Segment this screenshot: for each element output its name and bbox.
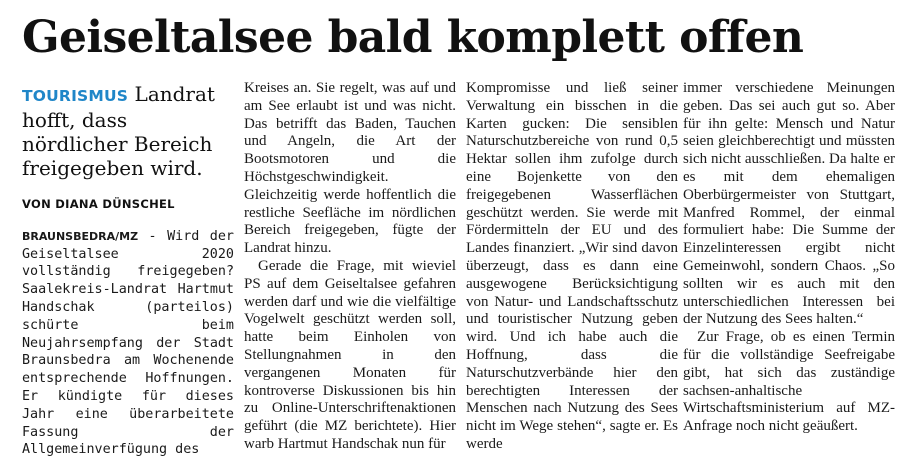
subhead: Landrat hofft, dass nördlicher Bereich freigegeben wird.	[22, 82, 215, 180]
paragraph: immer verschiedene Meinungen geben. Das sei auch gut so. Aber für ihn gelte: Mensch und Natur seien gleichberechtigt und müssten sich nicht ausschließen. Da halte er es mit dem ehemaligen Oberbürgermeister von Stuttgart, Manfred Rommel, der einmal formuliert habe: Die Summe der Einzelinteressen ergibt nicht Gemeinwohl, sondern Chaos. „So sollten wir es auch mit den unterschiedlichen Interessen bei der Nutzung des Sees halten.“	[683, 80, 895, 328]
lead-paragraph	[22, 228, 234, 459]
subhead-block	[22, 82, 234, 180]
column-2	[244, 80, 456, 454]
paragraph: Gerade die Frage, mit wieviel PS auf dem Geiseltalsee gefahren werden darf und wie die vielfältige Vogelwelt geschützt werden soll, hatte beim Einholen von Stellungnahmen in den vergangenen Monaten für kontroverse Diskussionen bis hin zu Online-Unterschriftenaktionen geführt (die MZ berichtete). Hier warb Hartmut Handschak nun für	[244, 257, 456, 452]
paragraph: Kreises an. Sie regelt, was auf und am See erlaubt ist und was nicht. Das betrifft das Baden, Tauchen und Angeln, die Art der Bootsmotoren und die Höchstgeschwindigkeit. Gleichzeitig werde hoffentlich die restliche Seefläche im nördlichen Bereich freigegeben, fügte der Landrat hinzu.	[244, 80, 456, 257]
column-3	[466, 80, 678, 454]
paragraph: Kompromisse und ließ seiner Verwaltung ein bisschen in die Karten gucken: Die sensiblen Naturschutzbereiche von rund 0,5 Hektar sollen ihm zufolge durch eine Bojenkette von den freigegebenen Wasserflächen geschützt werden. Sie werde mit Fördermitteln der EU und des Landes finanziert. „Wir sind davon überzeugt, dass es dann eine ausgewogene Berücksichtigung von Natur- und Landschaftsschutz und touristischer Nutzung geben wird. Und ich habe auch die Hoffnung, dass die Naturschutzverbände hier den berechtigten Interessen der Menschen nach Nutzung des Sees nicht im Wege stehen“, sagte er. Es werde	[466, 80, 678, 452]
kicker: TOURISMUS	[22, 87, 129, 105]
lead-text: - Wird der Geiseltalsee 2020 vollständig freigegeben? Saalekreis-Landrat Hartmut Handschak (parteilos) schürte beim Neujahrsempfang der Stadt Braunsbedra am Wochenende entsprechende Hoffnungen. Er kündigte für dieses Jahr eine überarbeitete Fassung der Allgemeinverfügung des	[22, 228, 234, 458]
paragraph: Zur Frage, ob es einen Termin für die vollständige Seefreigabe gibt, hat sich das zuständige sachsen-anhaltische Wirtschaftsministerium auf MZ-Anfrage noch nicht geäußert.	[683, 329, 895, 435]
dateline: BRAUNSBEDRA/MZ	[22, 229, 139, 243]
byline: VON DIANA DÜNSCHEL	[22, 197, 175, 211]
column-1	[22, 80, 234, 459]
column-4	[683, 80, 895, 436]
headline: Geiseltalsee bald komplett offen	[22, 12, 804, 63]
